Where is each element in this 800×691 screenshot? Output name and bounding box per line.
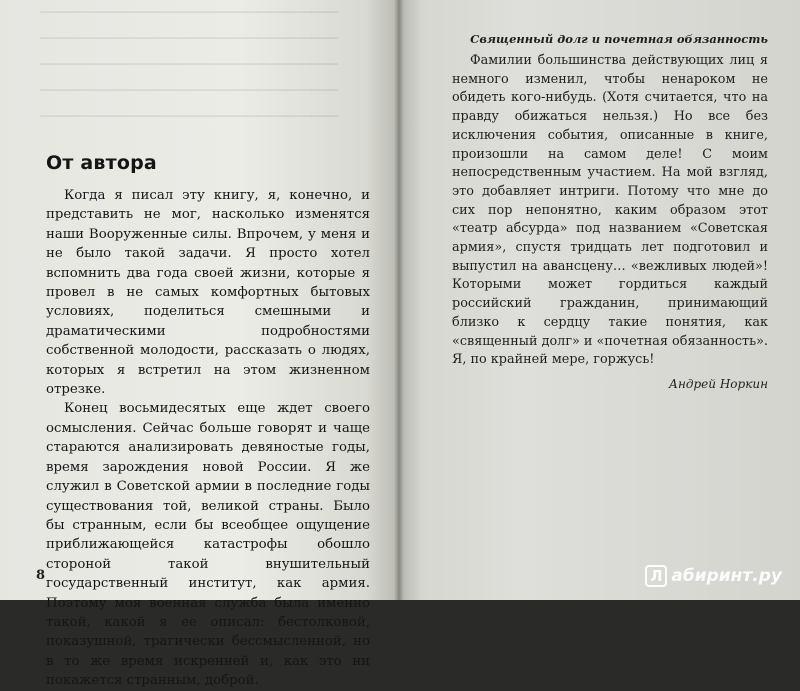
page-number: 8: [36, 568, 46, 583]
watermark-text: абиринт.ру: [671, 566, 782, 586]
book-gutter: [394, 0, 404, 600]
right-page-body: [452, 52, 768, 391]
right-page: [398, 0, 800, 600]
author-signature: Андрей Норкин: [668, 376, 768, 391]
running-header: Священный долг и почетная обязанность: [470, 32, 768, 46]
labirint-watermark: [645, 565, 782, 587]
left-page: [0, 0, 398, 689]
paragraph: Когда я писал эту книгу, я, конечно, и представить не мог, насколько изменятся наши Вооруженные силы. Впрочем, у меня и не было такой задачи. Я просто хотел вспомнить два года своей жизни, которые я провел в не самых комфортных бытовых условиях, поделиться смешными и драматическими подробностями собственной молодости, рассказать о людях, которых я встретил на этом жизненном отрезке.: [46, 188, 370, 398]
left-page-body: [46, 152, 370, 691]
bleed-through-text: ━━━━━━━━━━━━━━━━━━━━━━━━━━━━━━━━━━━━━━━━━━━━━ ━━━━━━━━━━━━━━━━━━━━━━━━━━━━━━━━━━━━━━━━━━━━━ ━━━━━━━━━━━━━━━━━━━━━━━━━━━━━━━━━━━━━━━━━━━━━ ━━━━━━━━━━━━━━━━━━━━━━━━━━━━━━━━━━━━━━━━━━━━━ ━━━━━━━━━━━━━━━━━━━━━━━━━━━━━━━━━━━━━━━━━━━━━: [40, 6, 339, 123]
paragraph: Фамилии большинства действующих лиц я немного изменил, чтобы ненароком не обидеть кого-нибудь. (Хотя считается, что на правду обижаться нельзя.) Но все без исключения события, описанные в книге, произошли на самом деле! С моим непосредственным участием. На мой взгляд, это добавляет интриги. Потому что мне до сих пор непонятно, каким образом этот «театр абсурда» под названием «Советская армия», спустя тридцать лет подготовил и выпустил на авансцену… «вежливых людей»! Которыми может гордиться каждый российский гражданин, принимающий близко к сердцу такие понятия, как «священный долг» и «почетная обязанность». Я, по крайней мере, горжусь!: [452, 53, 768, 368]
paragraph: Конец восьмидесятых еще ждет своего осмысления. Сейчас больше говорят и чаще стараются анализировать девяностые годы, время зарождения новой России. Я же служил в Советской армии в последние годы существования той, великой страны. Было бы странным, если бы всеобщее ощущение приближающейся катастрофы обошло стороной такой внушительный государственный институт, как армия. Поэтому моя военная служба была именно такой, какой я ее описал: бестолковой, показушной, трагически бессмысленной, но в то же время искренней и, как это ни покажется странным, доброй.: [46, 401, 370, 689]
labirint-logo-icon: Л: [645, 565, 667, 587]
chapter-heading: От автора: [46, 152, 157, 174]
